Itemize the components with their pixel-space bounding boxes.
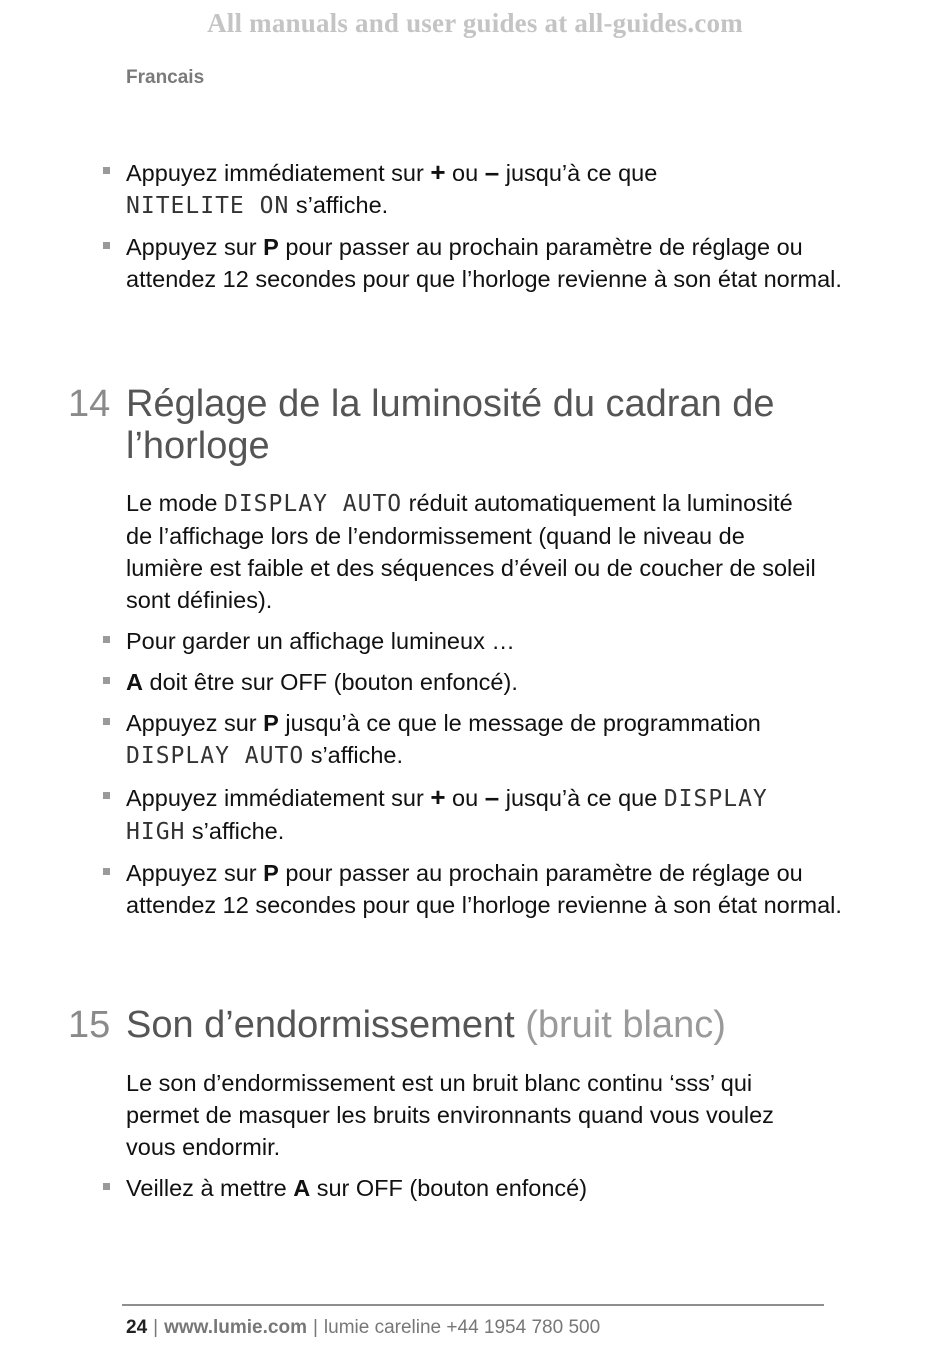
page-number: 24 (126, 1317, 148, 1338)
lcd-text: NITELITE ON (126, 193, 290, 219)
minus-symbol: – (484, 782, 500, 812)
section-subtitle: (bruit blanc) (525, 1004, 726, 1046)
section-heading (0, 383, 950, 473)
list-item: Appuyez immédiatement sur + ou – jusqu’à ce que DISPLAY HIGH s’affiche. (0, 781, 846, 848)
lcd-text: DISPLAY AUTO (223, 491, 403, 517)
bullet-square-icon (103, 868, 110, 875)
bullet-square-icon (103, 677, 110, 684)
section-14 (0, 383, 950, 930)
list-item: Appuyez sur P pour passer au prochain paramètre de réglage ou attendez 12 secondes pour que l’horloge revienne à son état normal. (0, 231, 846, 295)
section-title: Son d’endormissement (bruit blanc) (126, 1004, 726, 1046)
minus-symbol: – (484, 157, 500, 187)
plus-symbol: + (430, 157, 446, 187)
footer-separator: | (153, 1317, 159, 1338)
paragraph: Le mode DISPLAY AUTO réduit automatiquement la luminosité de l’affichage lors de l’endormissement (quand le niveau de lumière est faible et des séquences d’éveil ou de coucher de soleil sont définies). (126, 490, 816, 613)
section-15 (0, 1004, 950, 1213)
list-item: Veillez à mettre A sur OFF (bouton enfoncé) (0, 1172, 846, 1204)
footer-separator: | (312, 1317, 318, 1338)
bullet-square-icon (103, 1183, 110, 1190)
key-label: P (263, 710, 279, 736)
paragraph: Le son d’endormissement est un bruit blanc continu ‘sss’ qui permet de masquer les bruits environnants quand vous voulez vous endormir. (126, 1070, 774, 1160)
section-title: Réglage de la luminosité du cadran de l’horloge (126, 383, 775, 467)
lcd-text: HIGH (126, 819, 186, 845)
website-link[interactable]: www.lumie.com (164, 1317, 307, 1338)
intro-bullets (0, 156, 950, 304)
list-item: A doit être sur OFF (bouton enfoncé). (0, 666, 846, 698)
language-label: Francais (126, 67, 205, 88)
careline-text: lumie careline +44 1954 780 500 (323, 1317, 601, 1338)
bullet-square-icon (103, 167, 110, 174)
section-number: 14 (68, 383, 111, 425)
list-item: Appuyez sur P jusqu’à ce que le message de programmation DISPLAY AUTO s’affiche. (0, 707, 846, 772)
key-label: A (126, 669, 143, 695)
key-label: P (263, 860, 279, 886)
key-label: A (293, 1175, 311, 1201)
bullet-square-icon (103, 792, 110, 799)
footer-divider (122, 1304, 824, 1306)
key-label: P (263, 234, 279, 260)
lcd-text: DISPLAY (663, 786, 768, 812)
bullet-square-icon (103, 242, 110, 249)
plus-symbol: + (430, 782, 446, 812)
footer (126, 1317, 600, 1339)
lcd-text: DISPLAY AUTO (126, 743, 305, 769)
section-number: 15 (68, 1004, 111, 1046)
list-item: Appuyez sur P pour passer au prochain paramètre de réglage ou attendez 12 secondes pour que l’horloge revienne à son état normal. (0, 857, 846, 921)
bullet-square-icon (103, 718, 110, 725)
bullet-square-icon (103, 636, 110, 643)
section-heading (0, 1004, 950, 1052)
list-item: Appuyez immédiatement sur + ou – jusqu’à ce que NITELITE ON s’affiche. (0, 156, 846, 222)
watermark: All manuals and user guides at all-guides.com (207, 8, 743, 38)
list-item: Pour garder un affichage lumineux … (0, 625, 846, 657)
